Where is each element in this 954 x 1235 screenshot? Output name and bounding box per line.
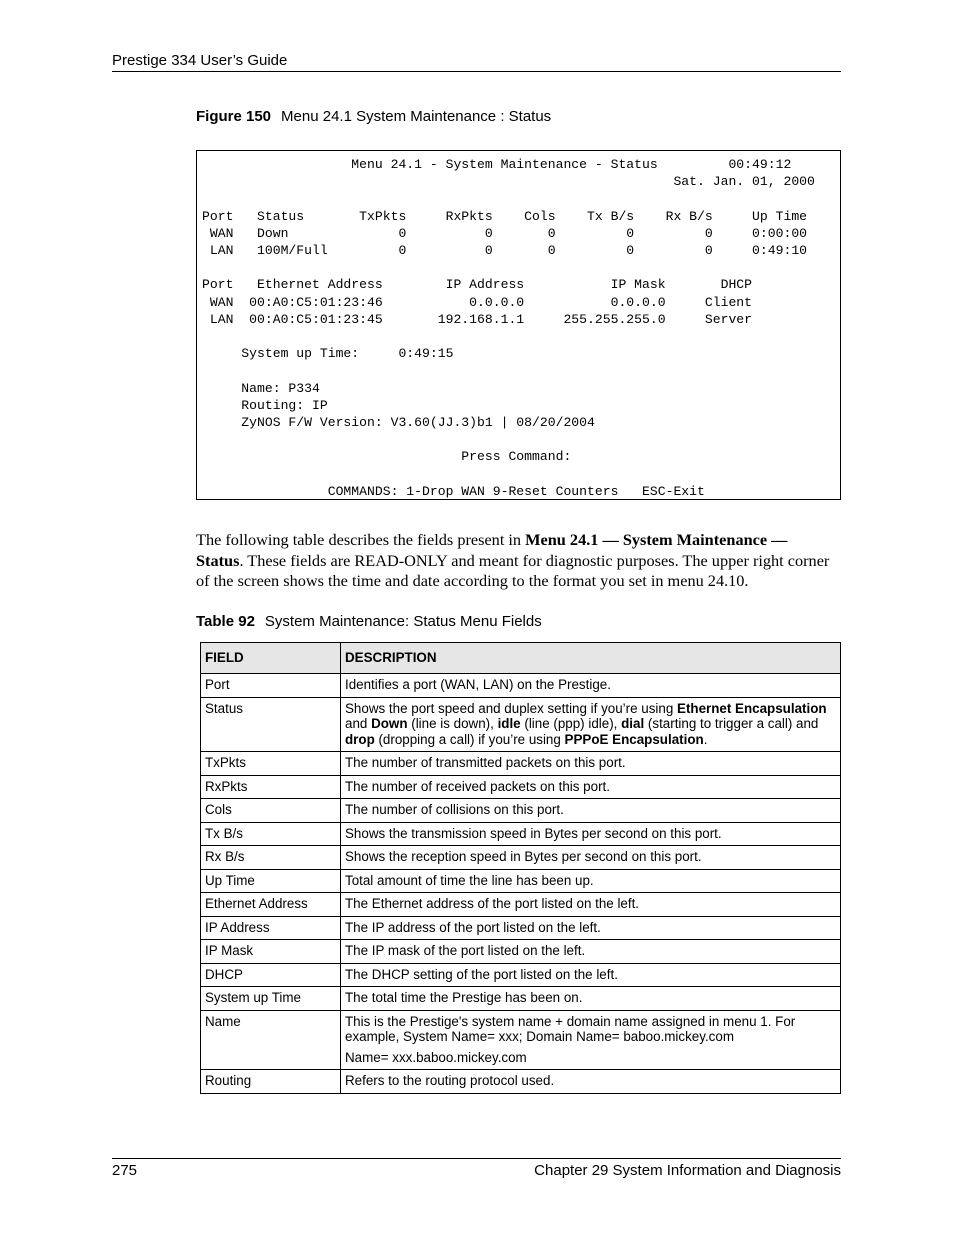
- terminal-line: System up Time: 0:49:15: [202, 346, 454, 362]
- field-cell: TxPkts: [201, 752, 341, 776]
- fields-table: [200, 642, 841, 1094]
- field-cell: Rx B/s: [201, 846, 341, 870]
- chapter-title: Chapter 29 System Information and Diagnosis: [534, 1162, 841, 1179]
- table-row: [201, 916, 841, 940]
- table-row: [201, 752, 841, 776]
- terminal-line: Port Ethernet Address IP Address IP Mask DHCP: [202, 277, 753, 293]
- description-cell: The IP mask of the port listed on the left.: [341, 940, 841, 964]
- description-cell: The number of transmitted packets on this port.: [341, 752, 841, 776]
- table-title: System Maintenance: Status Menu Fields: [264, 613, 542, 630]
- header-rule: [112, 71, 841, 72]
- description-cell: The number of collisions on this port.: [341, 799, 841, 823]
- header-description: DESCRIPTION: [341, 643, 841, 674]
- terminal-line: LAN 100M/Full 0 0 0 0 0 0:49:10: [202, 243, 808, 259]
- header-field: FIELD: [201, 643, 341, 674]
- description-cell: Refers to the routing protocol used.: [341, 1070, 841, 1094]
- field-cell: IP Address: [201, 916, 341, 940]
- intro-menu-name: Menu 24.1 — System Maintenance — Status: [196, 530, 788, 570]
- terminal-line: WAN Down 0 0 0 0 0 0:00:00: [202, 225, 808, 241]
- terminal-line: Sat. Jan. 01, 2000: [202, 174, 815, 190]
- table-row: [201, 963, 841, 987]
- field-cell: Up Time: [201, 869, 341, 893]
- terminal-line: Name: P334: [202, 380, 320, 396]
- description-cell: Shows the transmission speed in Bytes per second on this port.: [341, 822, 841, 846]
- intro-text-rest: . These fields are READ-ONLY and meant for diagnostic purposes. The upper right corner of the screen shows the time and date according to the format you set in menu 24.10.: [196, 550, 830, 590]
- field-cell: RxPkts: [201, 775, 341, 799]
- description-cell: The number of received packets on this port.: [341, 775, 841, 799]
- terminal-line: ZyNOS F/W Version: V3.60(JJ.3)b1 | 08/20/2004: [202, 415, 595, 431]
- terminal-screen: [196, 150, 841, 500]
- table-header-row: [201, 643, 841, 674]
- terminal-line: Menu 24.1 - System Maintenance - Status 00:49:12: [202, 157, 792, 172]
- terminal-line: COMMANDS: 1-Drop WAN 9-Reset Counters ESC-Exit: [202, 483, 705, 499]
- table-row: [201, 869, 841, 893]
- intro-text: The following table describes the fields present in: [196, 530, 526, 549]
- description-cell: The Ethernet address of the port listed on the left.: [341, 893, 841, 917]
- field-cell: Tx B/s: [201, 822, 341, 846]
- field-cell: Port: [201, 674, 341, 698]
- page-number: 275: [112, 1162, 138, 1179]
- running-header: Prestige 334 User’s Guide: [112, 52, 288, 69]
- table-row: [201, 1070, 841, 1094]
- footer-rule: [112, 1158, 841, 1159]
- description-cell: Total amount of time the line has been up.: [341, 869, 841, 893]
- terminal-screen-text: [202, 156, 815, 500]
- field-cell: Name: [201, 1010, 341, 1070]
- field-cell: Status: [201, 697, 341, 752]
- intro-paragraph: [196, 530, 836, 592]
- field-cell: Cols: [201, 799, 341, 823]
- field-cell: IP Mask: [201, 940, 341, 964]
- table-row: [201, 697, 841, 752]
- table-row: [201, 987, 841, 1011]
- table-caption: [196, 613, 542, 630]
- figure-caption: [196, 108, 551, 125]
- terminal-line: Port Status TxPkts RxPkts Cols Tx B/s Rx B/s Up Time: [202, 208, 808, 224]
- description-cell: Shows the reception speed in Bytes per second on this port.: [341, 846, 841, 870]
- field-cell: Routing: [201, 1070, 341, 1094]
- description-cell: The total time the Prestige has been on.: [341, 987, 841, 1011]
- description-cell: Identifies a port (WAN, LAN) on the Prestige.: [341, 674, 841, 698]
- table-row: [201, 846, 841, 870]
- description-cell: The IP address of the port listed on the left.: [341, 916, 841, 940]
- table-row: [201, 775, 841, 799]
- description-cell: Shows the port speed and duplex setting if you’re using Ethernet Encapsulation and Down (line is down), idle (line (ppp) idle), dial (starting to trigger a call) and drop (dropping a call) if you’re using PPPoE Encapsulation.: [341, 697, 841, 752]
- table-row: [201, 674, 841, 698]
- terminal-line: WAN 00:A0:C5:01:23:46 0.0.0.0 0.0.0.0 Client: [202, 294, 753, 310]
- field-cell: DHCP: [201, 963, 341, 987]
- description-cell: This is the Prestige's system name + domain name assigned in menu 1. For example, System Name= xxx; Domain Name= baboo.mickey.com Name= xxx.baboo.mickey.com: [341, 1010, 841, 1070]
- field-cell: Ethernet Address: [201, 893, 341, 917]
- field-cell: System up Time: [201, 987, 341, 1011]
- terminal-line: Press Command:: [202, 449, 572, 465]
- table-row: [201, 1010, 841, 1070]
- table-number: Table 92: [196, 613, 255, 630]
- table-row: [201, 893, 841, 917]
- table-row: [201, 940, 841, 964]
- terminal-line: Routing: IP: [202, 397, 328, 413]
- figure-title: Menu 24.1 System Maintenance : Status: [281, 108, 552, 125]
- table-row: [201, 822, 841, 846]
- description-cell: The DHCP setting of the port listed on the left.: [341, 963, 841, 987]
- figure-number: Figure 150: [196, 108, 272, 125]
- table-row: [201, 799, 841, 823]
- terminal-line: LAN 00:A0:C5:01:23:45 192.168.1.1 255.255.255.0 Server: [202, 311, 753, 327]
